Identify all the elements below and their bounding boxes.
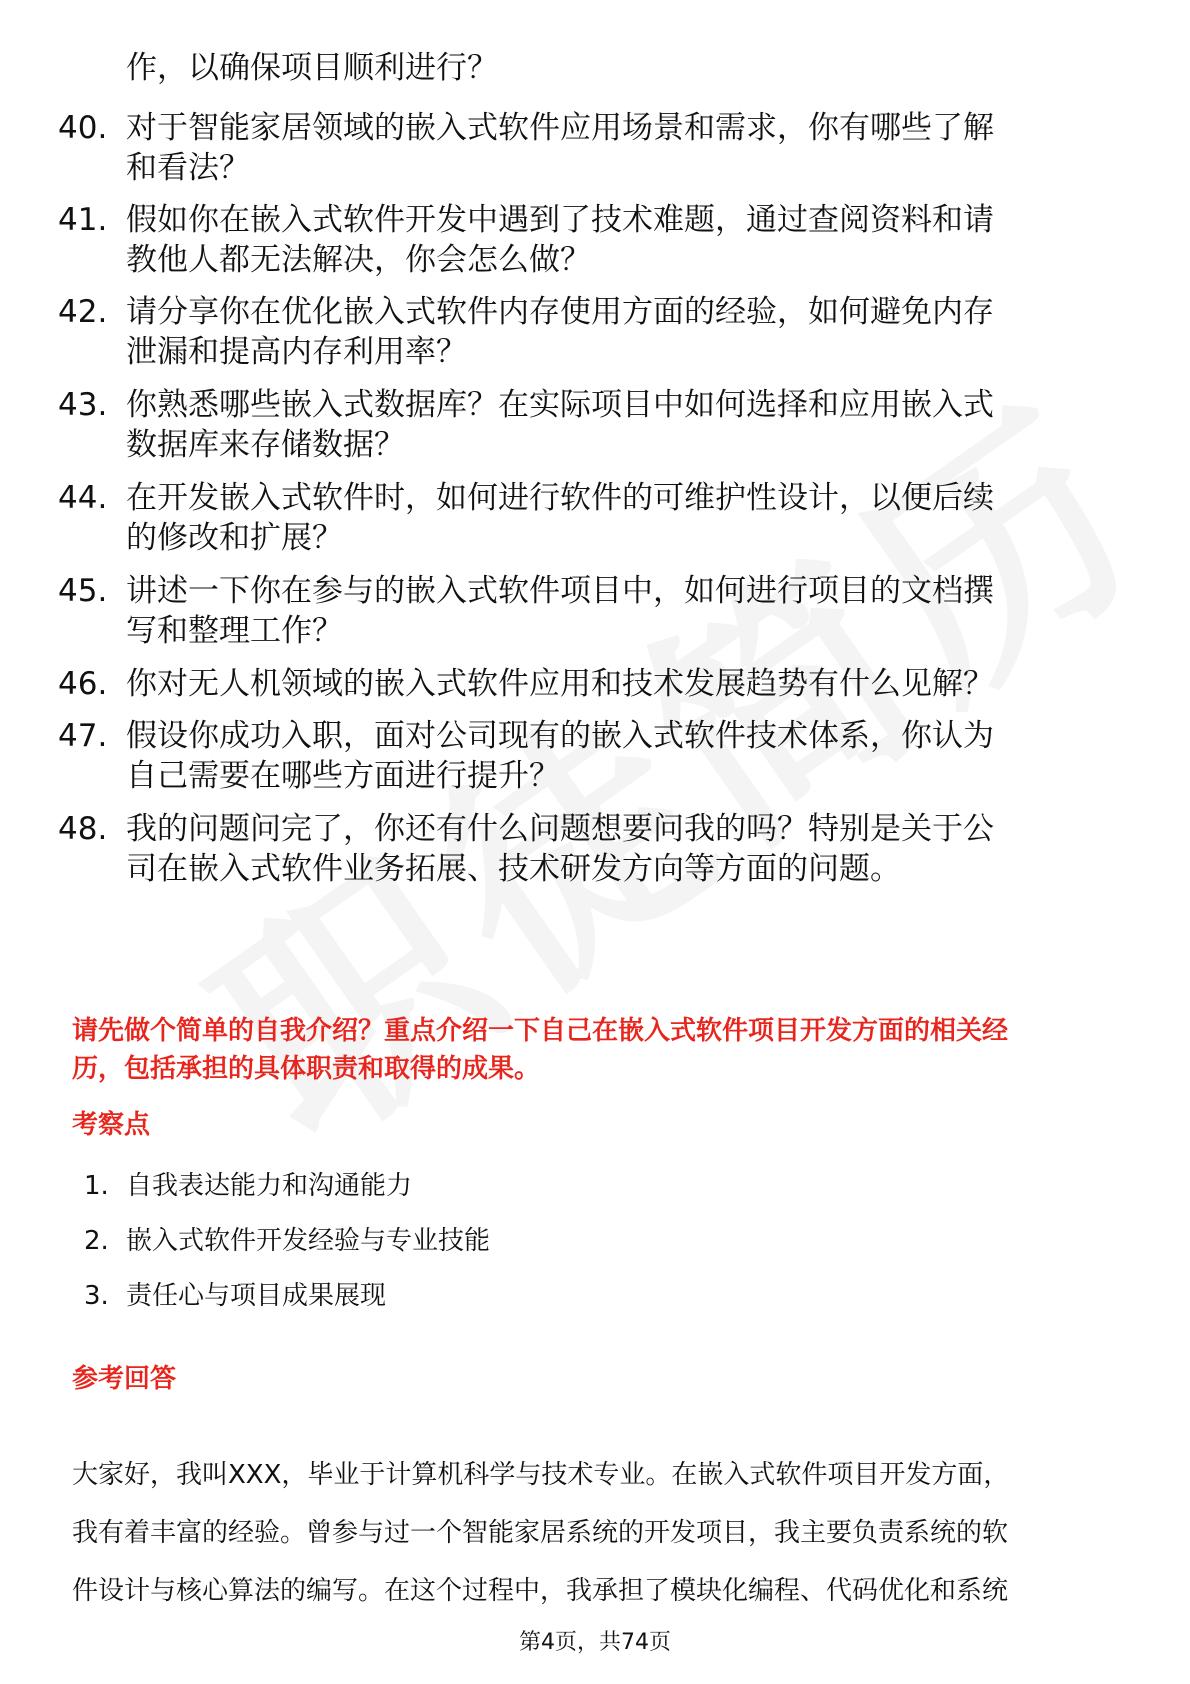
question-text: 你对无人机领域的嵌入式软件应用和技术发展趋势有什么见解？ [126, 666, 994, 702]
question-text: 假设你成功入职，面对公司现有的嵌入式软件技术体系，你认为 自己需要在哪些方面进行提升？ [126, 718, 994, 794]
assessment-item: 1. 自我表达能力和沟通能力 [84, 1171, 413, 1201]
question-number: 46. [58, 666, 108, 702]
question-continuation: 作，以确保项目顺利进行？ [126, 50, 498, 86]
question-text: 假如你在嵌入式软件开发中遇到了技术难题，通过查阅资料和请 教他人都无法解决，你会怎么做？ [126, 202, 994, 278]
reference-answer: 大家好，我叫XXX，毕业于计算机科学与技术专业。在嵌入式软件项目开发方面， 我有着丰富的经验。曾参与过一个智能家居系统的开发项目，我主要负责系统的软 件设计与核心算法的编写。在这个过程中，我承担了模块化编程、代码优化和系统 [72, 1460, 1010, 1606]
question-number: 44. [58, 480, 108, 516]
question-number: 42. [58, 294, 108, 330]
reference-title: 参考回答 [72, 1364, 177, 1394]
question-text: 在开发嵌入式软件时，如何进行软件的可维护性设计，以便后续 的修改和扩展？ [126, 480, 994, 556]
question-number: 40. [58, 110, 108, 146]
assessment-title: 考察点 [72, 1110, 151, 1140]
assessment-item: 2. 嵌入式软件开发经验与专业技能 [84, 1226, 491, 1256]
question-text: 你熟悉哪些嵌入式数据库？在实际项目中如何选择和应用嵌入式 数据库来存储数据？ [126, 387, 994, 463]
question-text: 请分享你在优化嵌入式软件内存使用方面的经验，如何避免内存 泄漏和提高内存利用率？ [126, 294, 994, 370]
highlight-question: 请先做个简单的自我介绍？重点介绍一下自己在嵌入式软件项目开发方面的相关经 历，包括承担的具体职责和取得的成果。 [72, 1016, 1009, 1084]
question-number: 43. [58, 387, 108, 423]
question-text: 讲述一下你在参与的嵌入式软件项目中，如何进行项目的文档撰 写和整理工作？ [126, 573, 994, 649]
question-number: 47. [58, 718, 108, 754]
assessment-item: 3. 责任心与项目成果展现 [84, 1281, 387, 1311]
question-text: 我的问题问完了，你还有什么问题想要问我的吗？特别是关于公 司在嵌入式软件业务拓展、技术研发方向等方面的问题。 [126, 811, 994, 887]
question-number: 48. [58, 811, 108, 847]
question-text: 对于智能家居领域的嵌入式软件应用场景和需求，你有哪些了解 和看法？ [126, 110, 994, 186]
question-number: 45. [58, 573, 108, 609]
question-number: 41. [58, 202, 108, 238]
page-footer: 第4页，共74页 [519, 1630, 671, 1655]
